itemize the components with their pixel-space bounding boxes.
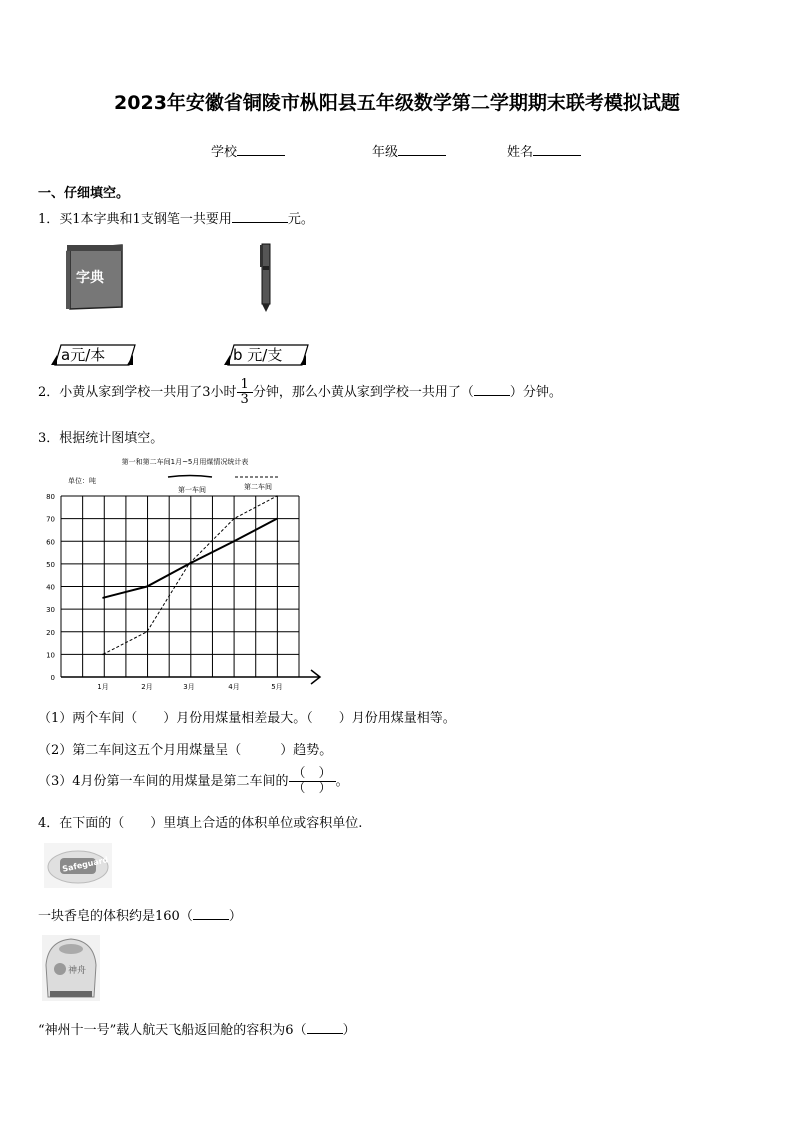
y-tick-label: 50	[46, 560, 55, 569]
q4-item-2	[38, 1019, 356, 1038]
x-tick-label: 3月	[183, 683, 195, 691]
school-field	[211, 141, 285, 160]
soap-brand-text: Safeguard	[61, 855, 109, 874]
q3-sub-2: （2）第二车间这五个月用煤量呈（ ）趋势。	[38, 743, 333, 758]
fraction-numerator-blank[interactable]: （ ）	[289, 767, 336, 782]
q1-text-b: 元。	[287, 212, 314, 227]
name-label: 姓名	[507, 145, 534, 160]
x-tick-label: 2月	[141, 683, 153, 691]
data-point-series-1	[276, 518, 278, 520]
name-blank[interactable]	[533, 143, 581, 156]
fraction-numerator: 1	[237, 378, 253, 393]
fraction-denominator: 3	[240, 392, 249, 407]
grade-field	[372, 141, 446, 160]
dictionary-label: 字典	[76, 270, 104, 286]
x-tick-label: 5月	[271, 683, 283, 691]
dictionary-image	[64, 243, 126, 311]
y-tick-label: 70	[46, 515, 55, 524]
y-tick-label: 60	[46, 538, 55, 547]
data-point-series-2	[233, 518, 235, 520]
question-2	[38, 378, 562, 407]
q4-item1-text: 一块香皂的体积约是160（	[38, 909, 193, 924]
legend-label-series-1: 第一车间	[178, 486, 206, 494]
y-tick-label: 40	[46, 583, 55, 592]
q4-item1-close: ）	[228, 909, 242, 924]
q4-item2-close: ）	[342, 1023, 356, 1038]
y-tick-label: 80	[46, 493, 55, 501]
grade-blank[interactable]	[398, 143, 446, 156]
data-point-series-1	[102, 597, 104, 599]
q3-sub-3	[38, 767, 349, 796]
q4-item-1	[38, 905, 242, 924]
q2-blank[interactable]	[474, 384, 510, 396]
data-point-series-2	[276, 495, 278, 497]
y-tick-label: 20	[46, 628, 55, 637]
grade-label: 年级	[372, 145, 399, 160]
soap-image	[44, 843, 112, 888]
fraction-denominator-blank[interactable]: （ ）	[292, 781, 332, 796]
series-line-1	[103, 519, 277, 598]
page-title: 2023年安徽省铜陵市枞阳县五年级数学第二学期期末联考模拟试题	[114, 92, 680, 114]
name-field	[507, 141, 581, 160]
unit-label: 单位：吨	[68, 477, 96, 485]
capsule-text: 神舟	[68, 966, 87, 976]
q2-text-c: ）分钟。	[509, 385, 562, 400]
q1-text-a: 1．买1本字典和1支钢笔一共要用	[38, 212, 232, 227]
q3-sub3-text-a: （3）4月份第一车间的用煤量是第二车间的	[38, 774, 289, 789]
question-1	[38, 208, 314, 227]
x-tick-label: 1月	[97, 683, 109, 691]
q1-blank[interactable]	[232, 210, 288, 223]
q3-sub-1: （1）两个车间（ ）月份用煤量相差最大。（ ）月份用煤量相等。	[38, 711, 456, 726]
y-tick-label: 0	[50, 674, 55, 682]
section-heading: 一、仔细填空。	[38, 186, 130, 201]
y-tick-label: 30	[46, 606, 55, 615]
x-tick-label: 4月	[228, 683, 240, 691]
question-4: 4．在下面的（ ）里填上合适的体积单位或容积单位.	[38, 816, 363, 831]
data-point-series-2	[188, 563, 190, 565]
q4-item1-blank[interactable]	[193, 908, 229, 920]
school-blank[interactable]	[237, 143, 285, 156]
q3-sub3-text-b: 。	[335, 774, 349, 789]
series-line-2	[103, 496, 277, 654]
q4-item2-text: “神州十一号”载人航天飞船返回舱的容积为6（	[38, 1023, 307, 1038]
price-tag-dictionary	[49, 341, 137, 367]
price-tag-pen	[222, 341, 310, 367]
pen-image	[256, 242, 276, 314]
data-point-series-1	[233, 540, 235, 542]
capsule-image	[42, 935, 100, 1001]
legend-label-series-2: 第二车间	[244, 483, 272, 491]
y-tick-label: 10	[46, 651, 55, 660]
data-point-series-2	[102, 654, 104, 656]
legend-swatch-solid	[168, 476, 212, 478]
q3-fraction[interactable]	[289, 767, 336, 796]
q2-fraction	[237, 378, 253, 407]
chart-title: 第一和第二车间1月~5月用煤情况统计表	[121, 458, 249, 466]
line-chart	[40, 452, 330, 695]
q4-item2-blank[interactable]	[307, 1022, 343, 1034]
school-label: 学校	[211, 145, 238, 160]
price-a: a元/本	[61, 346, 106, 364]
data-point-series-2	[146, 631, 148, 633]
q2-text-a: 2．小黄从家到学校一共用了3小时	[38, 385, 237, 400]
price-b: b 元/支	[233, 346, 283, 364]
data-point-series-1	[146, 586, 148, 588]
q2-text-b: 分钟，那么小黄从家到学校一共用了（	[252, 385, 474, 400]
question-3: 3．根据统计图填空。	[38, 431, 164, 446]
